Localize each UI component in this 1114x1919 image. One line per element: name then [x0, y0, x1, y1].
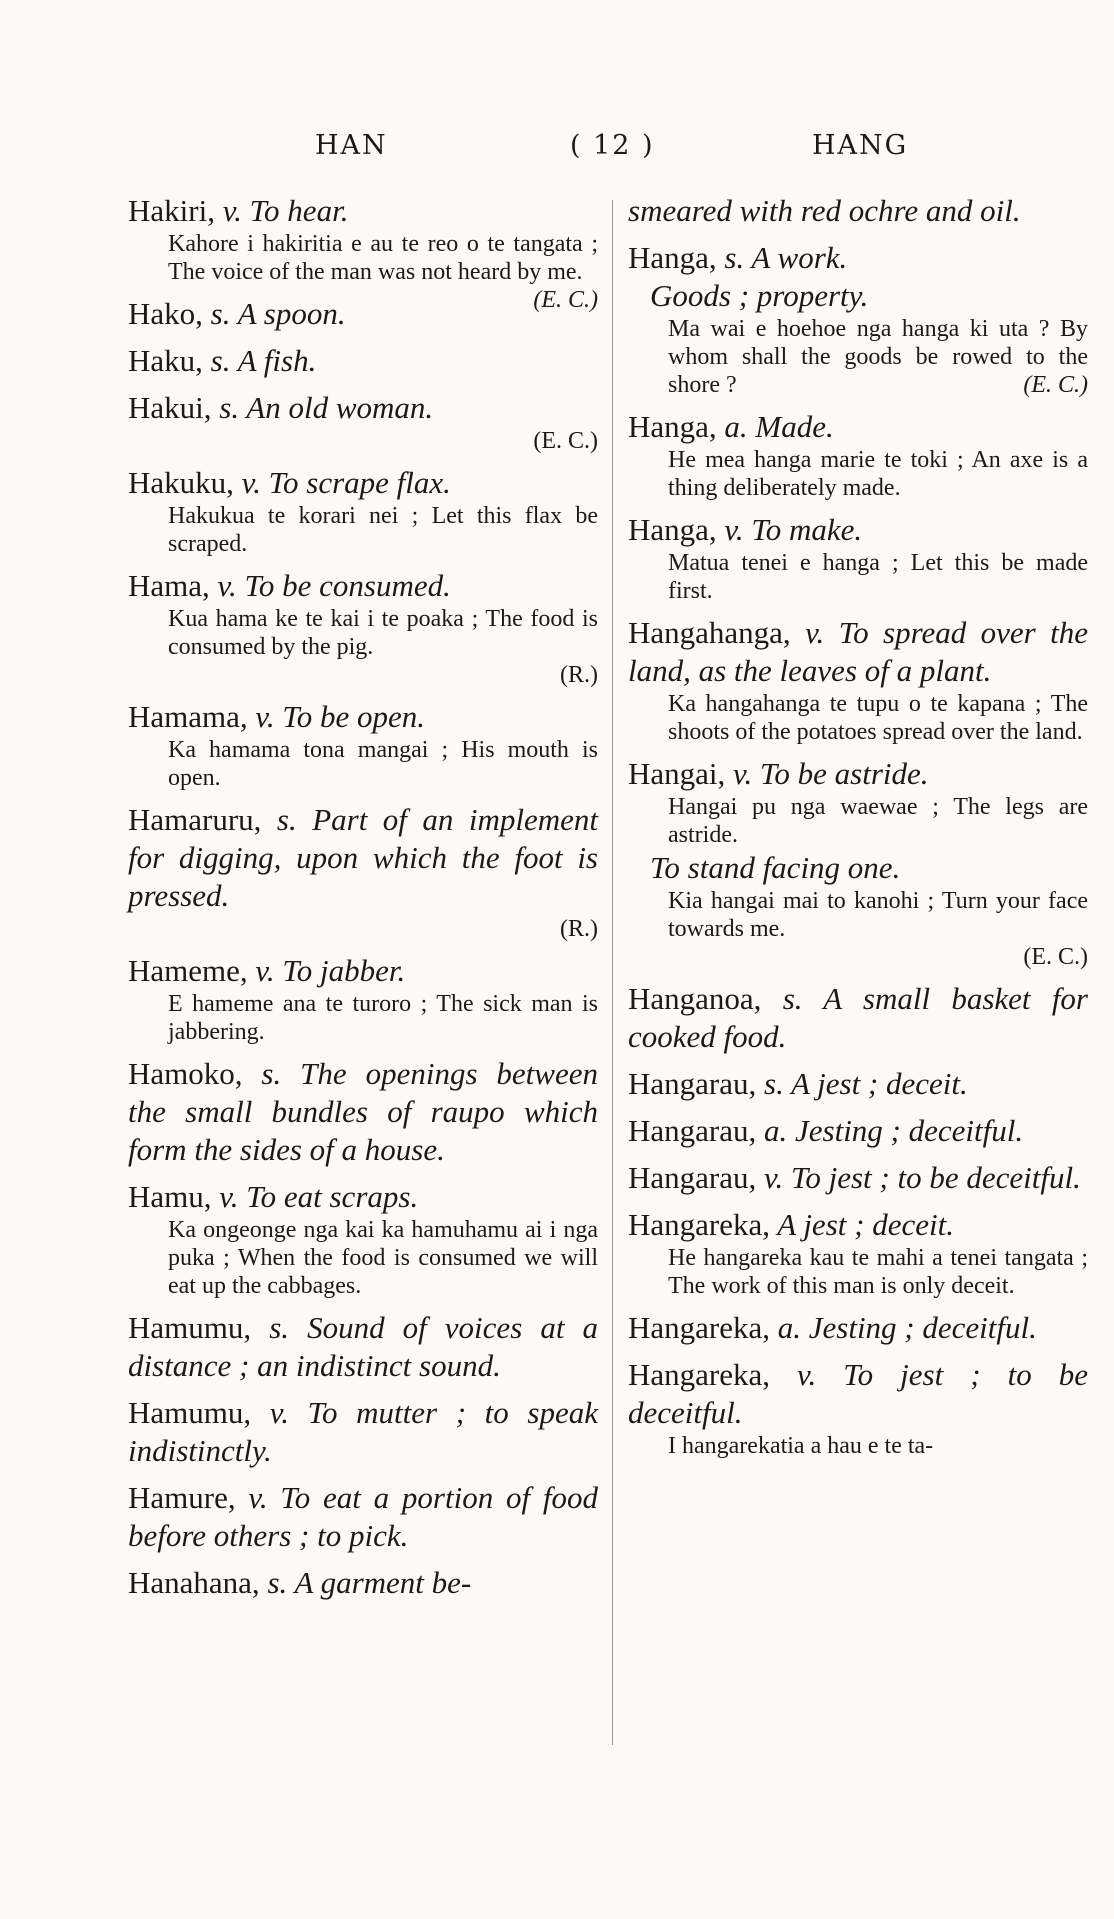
headword: Hangai,: [628, 756, 726, 791]
gloss: A jest ; deceit.: [770, 1207, 954, 1242]
entry-definition-line: [128, 567, 598, 605]
gloss: s. An old woman.: [211, 390, 434, 425]
headword: Hamaruru,: [128, 802, 262, 837]
example-text: [628, 1432, 1088, 1460]
gloss: v. To spread over the land, as the leaves of a plant.: [628, 615, 1088, 688]
dictionary-entry: [128, 464, 598, 558]
gloss: v. To eat scraps.: [211, 1179, 419, 1214]
example-text: [628, 315, 1088, 399]
source-abbrev: (R.): [560, 662, 598, 688]
entry-definition-line: [628, 1112, 1088, 1150]
example-sentence: Hangai pu nga waewae ; The legs are astride.: [668, 794, 1088, 848]
dictionary-entry: [628, 1309, 1088, 1347]
entry-definition-line: [628, 192, 1088, 230]
gloss: v. To make.: [716, 512, 863, 547]
example-sentence: Ma wai e hoehoe nga hanga ki uta ? By whom shall the goods be rowed to the shore ?: [668, 316, 1088, 398]
gloss: s. A garment be-: [259, 1565, 472, 1600]
headword: Hangahanga,: [628, 615, 791, 650]
gloss: v. To eat a portion of food before others ; to pick.: [128, 1480, 598, 1553]
headword: Hakuku,: [128, 465, 234, 500]
entry-definition-line: [128, 952, 598, 990]
entry-definition-line: [128, 698, 598, 736]
entry-definition-line: [628, 614, 1088, 690]
gloss: s. Part of an implement for digging, upon which the foot is pressed.: [128, 802, 598, 913]
entry-definition-line: [628, 1206, 1088, 1244]
headword: Hangarau,: [628, 1160, 757, 1195]
dictionary-entry: [128, 801, 598, 943]
example-text: [128, 990, 598, 1046]
entry-definition-line: [628, 980, 1088, 1056]
gloss: a. Made.: [716, 409, 834, 444]
page-number: ( 12 ): [570, 130, 655, 161]
entry-definition-line: [128, 1178, 598, 1216]
example-sentence: Hakukua te korari nei ; Let this flax be scraped.: [168, 503, 598, 557]
dictionary-entry: [628, 1159, 1088, 1197]
headword: Hakui,: [128, 390, 212, 425]
example-sentence: Kahore i hakiritia e au te reo o te tangata ; The voice of the man was not heard by me.: [168, 231, 598, 285]
dictionary-entry: [628, 980, 1088, 1056]
gloss: s. A small basket for cooked food.: [628, 981, 1088, 1054]
right-column: [628, 192, 1088, 1469]
headword: Hamu,: [128, 1179, 212, 1214]
headword: Hanga,: [628, 240, 717, 275]
dictionary-entry: [128, 1479, 598, 1555]
example-text: [628, 549, 1088, 605]
entry-definition-line: [128, 1394, 598, 1470]
example-text: [128, 1216, 598, 1300]
headword: Hangarau,: [628, 1066, 757, 1101]
headword: Hamumu,: [128, 1310, 252, 1345]
example-sentence: Matua tenei e hanga ; Let this be made first.: [668, 550, 1088, 604]
sub-sense: Goods ; property.: [650, 278, 869, 313]
gloss: v. To be open.: [247, 699, 426, 734]
dictionary-entry: [628, 1112, 1088, 1150]
headword: Hangareka,: [628, 1310, 770, 1345]
headword: Hamoko,: [128, 1056, 243, 1091]
entry-definition-line: [628, 1309, 1088, 1347]
entry-definition-line: [128, 342, 598, 380]
page-header: [0, 130, 1114, 170]
headword: Hamure,: [128, 1480, 236, 1515]
dictionary-entry: [628, 511, 1088, 605]
headword: Hanganoa,: [628, 981, 762, 1016]
gloss: v. To be astride.: [725, 756, 929, 791]
example-text: [628, 793, 1088, 849]
dictionary-entry: [628, 1356, 1088, 1460]
entry-definition-line: [628, 1065, 1088, 1103]
entry-definition-line: [128, 1479, 598, 1555]
example-text: [128, 502, 598, 558]
dictionary-entry: [628, 1065, 1088, 1103]
headword: Hanga,: [628, 409, 717, 444]
dictionary-entry: [128, 952, 598, 1046]
gloss: s. A fish.: [202, 343, 317, 378]
gloss: s. Sound of voices at a distance ; an indistinct sound.: [128, 1310, 598, 1383]
column-divider: [612, 200, 613, 1745]
headword: Hangareka,: [628, 1207, 770, 1242]
example-text: [628, 1244, 1088, 1300]
headword: Hanahana,: [128, 1565, 260, 1600]
entry-definition-line: [628, 408, 1088, 446]
entry-definition-line: [628, 1159, 1088, 1197]
entry-definition-line: [128, 295, 598, 333]
headword: Hakiri,: [128, 193, 215, 228]
entry-definition-line: [128, 1564, 598, 1602]
gloss: v. To scrape flax.: [233, 465, 451, 500]
dictionary-entry: [128, 567, 598, 689]
headword: Haku,: [128, 343, 203, 378]
example-text: Kia hangai mai to kanohi ; Turn your face towards me.: [668, 888, 1088, 942]
running-head-right: HANG: [812, 130, 909, 161]
source-abbrev: (E. C.): [1023, 372, 1088, 398]
example-sentence: Ka hamama tona mangai ; His mouth is open.: [168, 737, 598, 791]
example-text: [628, 690, 1088, 746]
dictionary-entry: [628, 239, 1088, 399]
entry-definition-line: [128, 1055, 598, 1169]
dictionary-entry: [128, 1564, 598, 1602]
running-head-left: HAN: [315, 130, 388, 161]
dictionary-entry: [628, 614, 1088, 746]
gloss: v. To jabber.: [247, 953, 406, 988]
dictionary-entry: [128, 295, 598, 333]
dictionary-entry: [628, 1206, 1088, 1300]
dictionary-entry: [128, 389, 598, 455]
source-abbrev: (E. C.): [533, 428, 598, 454]
entry-definition-line: [128, 801, 598, 915]
example-sentence: He hangareka kau te mahi a tenei tangata ; The work of this man is only deceit.: [668, 1245, 1088, 1299]
example-sentence: I hangarekatia a hau e te ta-: [668, 1433, 934, 1459]
example-sentence: Kua hama ke te kai i te poaka ; The food is consumed by the pig.: [168, 606, 598, 660]
source-abbrev: (E. C.): [533, 287, 598, 313]
source-abbrev: (E. C.): [1023, 944, 1088, 970]
example-text: [128, 230, 598, 313]
example-text: [128, 736, 598, 792]
source-abbrev: (R.): [560, 916, 598, 942]
gloss: s. A work.: [716, 240, 848, 275]
gloss: v. To be consumed.: [209, 568, 451, 603]
gloss: v. To jest ; to be deceitful.: [756, 1160, 1081, 1195]
example-text: [128, 605, 598, 661]
gloss: a. Jesting ; deceitful.: [756, 1113, 1024, 1148]
gloss: v. To jest ; to be deceitful.: [628, 1357, 1088, 1430]
dictionary-entry: [128, 1394, 598, 1470]
example-sentence: Ka ongeonge nga kai ka hamuhamu ai i nga puka ; When the food is consumed we will eat up the cabbages.: [168, 1217, 598, 1299]
headword: Hamama,: [128, 699, 248, 734]
headword: Hama,: [128, 568, 210, 603]
entry-definition-line: [128, 192, 598, 230]
gloss: s. A spoon.: [202, 296, 346, 331]
dictionary-entry: [128, 192, 598, 313]
headword: Hako,: [128, 296, 203, 331]
dictionary-entry: [628, 192, 1088, 230]
entry-definition-line: [628, 755, 1088, 793]
headword: Hameme,: [128, 953, 248, 988]
gloss: a. Jesting ; deceitful.: [770, 1310, 1037, 1345]
example-sentence: He mea hanga marie te toki ; An axe is a thing deliberately made.: [668, 447, 1088, 501]
example-sentence: E hameme ana te turoro ; The sick man is jabbering.: [168, 991, 598, 1045]
dictionary-entry: [628, 408, 1088, 502]
entry-definition-line: [128, 1309, 598, 1385]
dictionary-entry: [128, 1309, 598, 1385]
gloss: s. A jest ; deceit.: [756, 1066, 968, 1101]
gloss: v. To mutter ; to speak indistinctly.: [128, 1395, 598, 1468]
entry-definition-line: [628, 1356, 1088, 1432]
dictionary-entry: [628, 755, 1088, 971]
entry-definition-line: [128, 389, 598, 427]
headword: Hangarau,: [628, 1113, 757, 1148]
dictionary-entry: [128, 1055, 598, 1169]
left-column: [128, 192, 598, 1611]
gloss: smeared with red ochre and oil.: [628, 193, 1021, 228]
gloss: v. To hear.: [214, 193, 349, 228]
entry-definition-line: [628, 239, 1088, 277]
headword: Hangareka,: [628, 1357, 770, 1392]
gloss: s. The openings between the small bundles of raupo which form the sides of a house.: [128, 1056, 598, 1167]
example-sentence: Ka hangahanga te tupu o te kapana ; The shoots of the potatoes spread over the land.: [668, 691, 1088, 745]
entry-definition-line: [128, 464, 598, 502]
headword: Hanga,: [628, 512, 717, 547]
dictionary-entry: [128, 342, 598, 380]
headword: Hamumu,: [128, 1395, 252, 1430]
sub-sense: To stand facing one.: [650, 850, 901, 885]
entry-definition-line: [628, 511, 1088, 549]
dictionary-entry: [128, 698, 598, 792]
dictionary-entry: [128, 1178, 598, 1300]
example-text: [628, 446, 1088, 502]
